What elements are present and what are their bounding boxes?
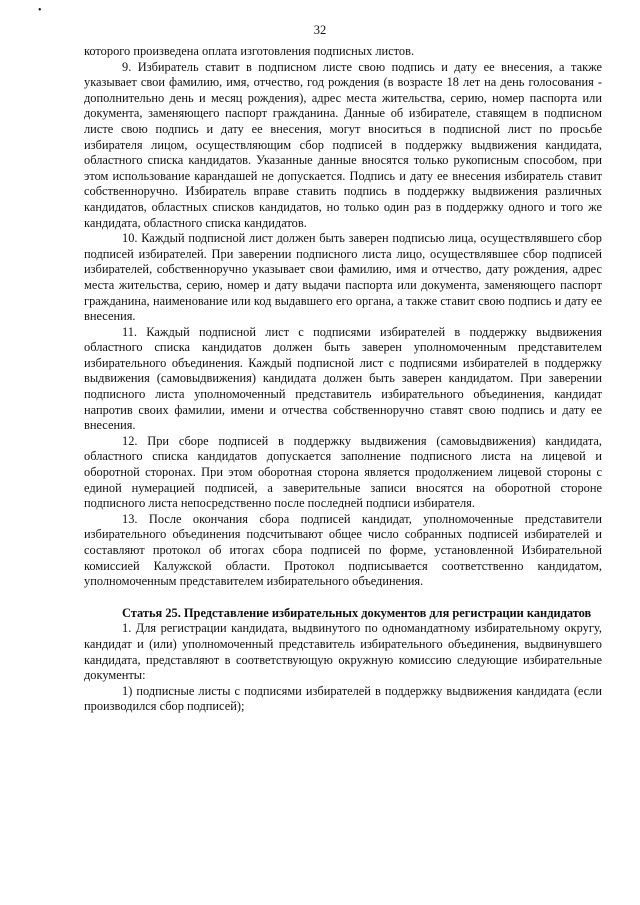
article-heading: Статья 25. Представление избирательных документов для регистрации кандидатов [122,605,592,620]
page-number: 32 [313,23,327,37]
article-paragraph-1: 1. Для регистрации кандидата, выдвинутого по одномандатному избирательному округу, кандидат и (или) уполномоченный представитель избирательного объединения, выдвинувшего кандидата, представляют в соответствующую окружную комиссию следующие избирательные документы: [84,621,602,683]
document-body [84,44,602,715]
section-spacer [84,590,602,606]
article-paragraph-2: 1) подписные листы с подписями избирателей в поддержку выдвижения кандидата (если производился сбор подписей); [84,683,602,714]
paragraph-continuation: которого произведена оплата изготовления подписных листов. [84,44,415,58]
paragraph-item-9: 9. Избиратель ставит в подписном листе свою подпись и дату ее внесения, а также указывает свои фамилию, имя, отчество, год рождения (в возрасте 18 лет на день голосования - дополнительно день и месяц рождения), адрес места жительства, серию, номер паспорта или документа, заменяющего паспорт гражданина. Данные об избирателе, ставящем в подписном листе свою подпись и дату ее внесения, могут вноситься в подписной лист по просьбе избирателя лицом, осуществляющим сбор подписей в поддержку выдвижения кандидата, областного списка кандидатов. Указанные данные вносятся только рукописным способом, при этом использование карандашей не допускается. Подпись и дату ее внесения избиратель ставит собственноручно. Избиратель вправе ставить подпись в поддержку выдвижения различных кандидатов, областных списков кандидатов, но только один раз в поддержку одного и того же кандидата, областного списка кандидатов. [84,59,602,230]
paragraph-item-12: 12. При сборе подписей в поддержку выдвижения (самовыдвижения) кандидата, областного списка кандидатов допускается заполнение подписного листа на лицевой и оборотной сторонах. При этом оборотная сторона является продолжением лицевой стороны с единой нумерацией подписей, а заверительные записи вносятся на оборотной стороне подписного листа непосредственно после последней подписи избирателя. [84,433,602,511]
paragraph-item-10: 10. Каждый подписной лист должен быть заверен подписью лица, осуществлявшего сбор подписей избирателей. При заверении подписного листа лицо, осуществлявшее сбор подписей избирателей, собственноручно указывает свои фамилию, имя и отчество, дату рождения, адрес места жительства, серию, номер и дату выдачи паспорта или документа, заменяющего паспорт гражданина, наименование или код выдавшего его органа, а также ставит свою подпись и дату ее внесения. [84,231,602,324]
paragraph-item-11: 11. Каждый подписной лист с подписями избирателей в поддержку выдвижения областного списка кандидатов должен быть заверен уполномоченным представителем избирательного объединения. Каждый подписной лист с подписями избирателей в поддержку выдвижения (самовыдвижения) кандидата должен быть заверен кандидатом. При заверении подписного листа уполномоченный представитель избирательного объединения, кандидат напротив своих фамилии, имени и отчества собственноручно ставят свою подпись и дату ее внесения. [84,324,602,433]
scan-dot: • [38,5,42,16]
paragraph-item-13: 13. После окончания сбора подписей кандидат, уполномоченные представители избирательного объединения подсчитывают общее число собранных подписей избирателей и составляют протокол об итогах сбора подписей по форме, установленной Избирательной комиссией Калужской области. Протокол подписывается соответственно кандидатом, уполномоченным представителем избирательного объединения. [84,511,602,589]
